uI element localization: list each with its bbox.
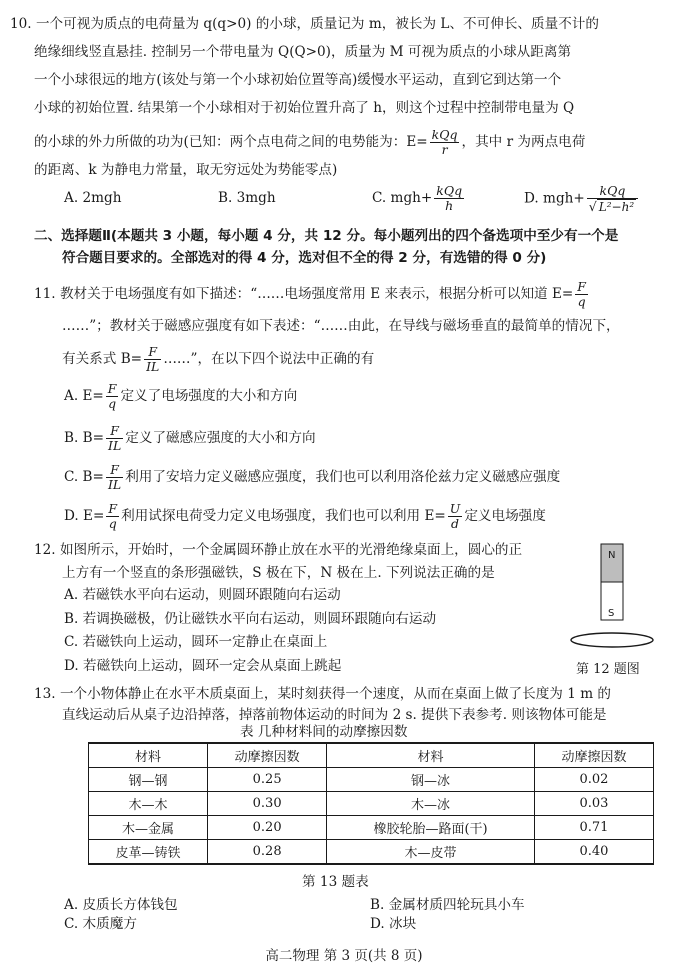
q12-figure-caption: 第 12 题图: [576, 662, 640, 677]
table-row: [89, 792, 654, 816]
q12-line2: 上方有一个竖直的条形强磁铁，S 极在下，N 极在上. 下列说法正确的是: [62, 565, 495, 581]
table-row: [89, 840, 654, 865]
q13-option-a: A. 皮质长方体钱包: [64, 897, 178, 913]
table-cell: 0.40: [534, 840, 653, 865]
table-cell: 橡胶轮胎—路面(干): [327, 816, 535, 840]
option-c-fraction: $\frac{\text{kQq}}{h}$: [436, 183, 463, 213]
q13-table-caption: 第 13 题表: [302, 874, 369, 890]
magnet-n-label: N: [608, 550, 616, 561]
table-cell: 0.25: [208, 768, 327, 792]
q10-option-b: B. 3mgh: [218, 190, 276, 206]
q11-line1: 11. 教材关于电场强度有如下描述：“……电场强度常用 E 来表示，根据分析可以知道 E= $\frac{F}{q}$: [34, 279, 586, 309]
q12-option-d: D. 若磁铁向上运动，圆环一定会从桌面上跳起: [64, 658, 342, 674]
q10-line4: 小球的初始位置. 结果第一个小球相对于初始位置升高了 h，则这个过程中控制带电量为 Q: [34, 100, 575, 116]
q12-figure-magnet-ring: [568, 540, 668, 680]
q10-line2: 绝缘细线竖直悬挂. 控制另一个带电量为 Q(Q>0)，质量为 M 可视为质点的小球从距离第: [34, 44, 572, 60]
table-row: [89, 816, 654, 840]
q10-line3: 一个小球很远的地方(该处与第一个小球初始位置等高)缓慢水平运动，直到它到达第一个: [34, 72, 562, 88]
table-cell: 钢—钢: [89, 768, 208, 792]
table-cell: 木—冰: [327, 792, 535, 816]
sqrt-symbol: √: [588, 199, 597, 214]
table-cell: 木—金属: [89, 816, 208, 840]
table-cell: 木—木: [89, 792, 208, 816]
q10-option-a: A. 2mgh: [64, 190, 122, 206]
b-definition-fraction: $\frac{F}{IL}$: [146, 344, 160, 374]
q13-option-b: B. 金属材质四轮玩具小车: [370, 897, 525, 913]
q13-option-c: C. 木质魔方: [64, 916, 137, 932]
q13-option-d: D. 冰块: [370, 916, 417, 932]
table-header: 材料: [327, 743, 535, 768]
q13-line1: 13. 一个小物体静止在水平木质桌面上，某时刻获得一个速度，从而在桌面上做了长度为 1 m 的: [34, 686, 612, 702]
q11-option-c: C. B= $\frac{F}{IL}$ 利用了安培力定义磁感应强度，我们也可以利用洛伦兹力定义磁感应强度: [64, 462, 561, 492]
q10-line5-text-b: ，其中 r 为两点电荷: [461, 134, 586, 150]
q12-line1: 12. 如图所示，开始时，一个金属圆环静止放在水平的光滑绝缘桌面上，圆心的正: [34, 542, 523, 558]
table-row: [89, 768, 654, 792]
q10-line1: 10. 一个可视为质点的电荷量为 q(q>0) 的小球，质量记为 m，被长为 L、不可伸长、质量不计的: [10, 16, 599, 32]
table-header: 动摩擦因数: [208, 743, 327, 768]
q10-line6: 的距离、k 为静电力常量，取无穷远处为势能零点): [34, 162, 338, 178]
q11-line2: ……”；教材关于磁感应强度有如下表述：“……由此，在导线与磁场垂直的最简单的情况下，: [62, 318, 620, 334]
table-cell: 0.03: [534, 792, 653, 816]
q11-option-a: A. E= $\frac{F}{q}$ 定义了电场强度的大小和方向: [64, 381, 298, 411]
q12-option-a: A. 若磁铁水平向右运动，则圆环跟随向右运动: [64, 587, 341, 603]
table-cell: 0.02: [534, 768, 653, 792]
q11-option-d: D. E= $\frac{F}{q}$ 利用试探电荷受力定义电场强度，我们也可以利用 E= $\frac{U}{d}$ 定义电场强度: [64, 501, 546, 531]
q10-line5-text-a: 的小球的外力所做的功为(已知：两个点电荷之间的电势能为：E=: [34, 134, 428, 150]
table-cell: 0.71: [534, 816, 653, 840]
q11-line3: 有关系式 B= $\frac{F}{IL}$ ……”，在以下四个说法中正确的有: [62, 344, 375, 374]
table-cell: 钢—冰: [327, 768, 535, 792]
option-d-fraction: $\frac{\text{kQq}}{\text{√ L²−h²}}$: [587, 184, 638, 214]
magnet-s-label: S: [608, 608, 615, 619]
table-header: 动摩擦因数: [534, 743, 653, 768]
potential-energy-fraction: $\frac{\text{kQq}}{r}$: [431, 127, 458, 157]
q12-option-b: B. 若调换磁极，仍让磁铁水平向右运动，则圆环跟随向右运动: [64, 611, 437, 627]
metal-ring: [571, 633, 653, 647]
q12-option-c: C. 若磁铁向上运动，圆环一定静止在桌面上: [64, 634, 328, 650]
table-cell: 0.28: [208, 840, 327, 865]
section2-heading-line1: 二、选择题Ⅱ(本题共 3 小题，每小题 4 分，共 12 分。每小题列出的四个备选项中至少有一个是: [34, 228, 619, 244]
q13-line2: 直线运动后从桌子边沿掉落，掉落前物体运动的时间为 2 s. 提供下表参考. 则该物体可能是: [62, 707, 607, 723]
table-cell: 皮革—铸铁: [89, 840, 208, 865]
q10-option-c: C. mgh+ $\frac{\text{kQq}}{h}$: [372, 183, 463, 213]
q11-option-b: B. B= $\frac{F}{IL}$ 定义了磁感应强度的大小和方向: [64, 423, 316, 453]
table-header: 材料: [89, 743, 208, 768]
page-footer: 高二物理 第 3 页(共 8 页): [265, 948, 423, 964]
table-cell: 0.30: [208, 792, 327, 816]
section2-heading-line2: 符合题目要求的。全部选对的得 4 分，选对但不全的得 2 分，有选错的得 0 分): [62, 250, 547, 266]
table-header-row: [89, 743, 654, 768]
table-cell: 木—皮带: [327, 840, 535, 865]
q13-table-title: 表 几种材料间的动摩擦因数: [240, 724, 408, 740]
table-cell: 0.20: [208, 816, 327, 840]
e-definition-fraction: $\frac{F}{q}$: [577, 279, 586, 309]
friction-coefficient-table: [88, 742, 654, 865]
q10-option-d: D. mgh+ $\frac{\text{kQq}}{\text{√ L²−h²}}$: [524, 184, 640, 214]
q10-line5: [34, 128, 585, 157]
